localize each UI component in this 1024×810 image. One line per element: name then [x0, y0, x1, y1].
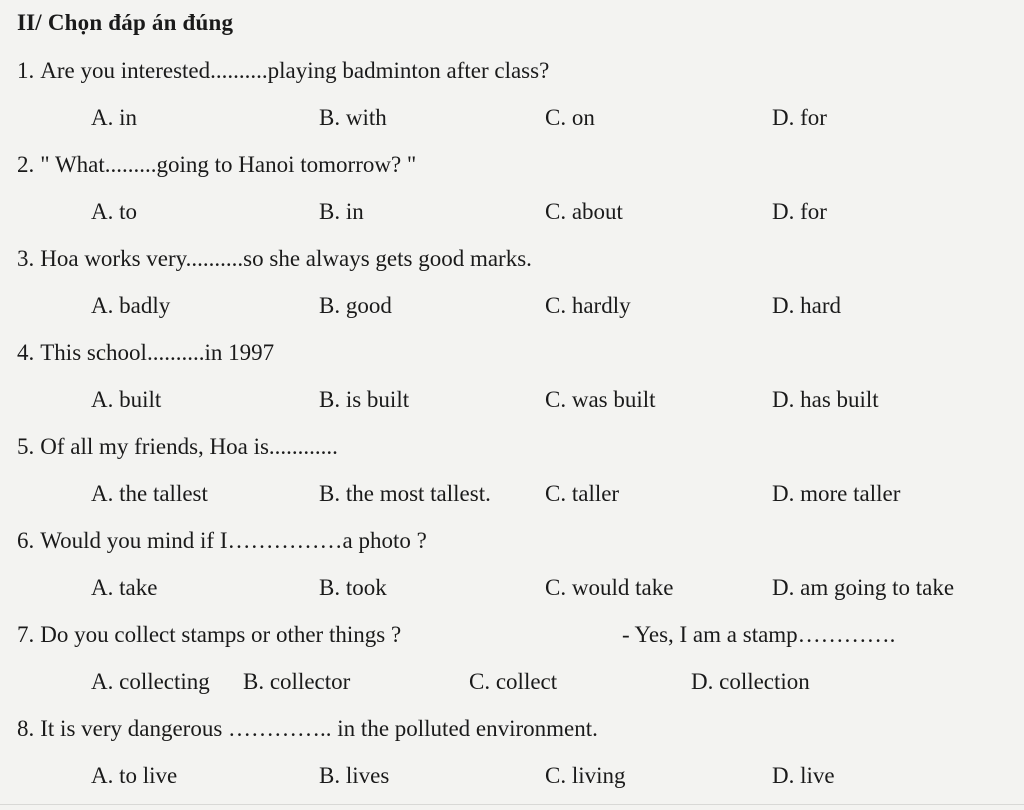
option-d[interactable]: D. live	[772, 763, 835, 788]
option-b[interactable]: B. with	[319, 105, 387, 130]
question-text: This school..........in 1997	[40, 340, 275, 365]
option-d[interactable]: D. has built	[772, 387, 879, 412]
option-c[interactable]: C. was built	[545, 387, 656, 412]
option-a[interactable]: A. in	[91, 105, 137, 130]
option-b[interactable]: B. the most tallest.	[319, 481, 491, 506]
option-b[interactable]: B. in	[319, 199, 364, 224]
question-2	[17, 152, 416, 178]
question-6	[17, 528, 427, 554]
question-text: Would you mind if I……………a photo ?	[40, 528, 427, 553]
option-c[interactable]: C. taller	[545, 481, 620, 506]
question-8	[17, 716, 598, 742]
question-number: 5.	[17, 434, 35, 459]
question-5	[17, 434, 338, 460]
option-a[interactable]: A. collecting	[91, 669, 210, 694]
question-number: 6.	[17, 528, 35, 553]
option-c[interactable]: C. would take	[545, 575, 674, 600]
question-number: 1.	[17, 58, 35, 83]
option-b[interactable]: B. collector	[243, 669, 351, 694]
question-4	[17, 340, 274, 366]
question-number: 8.	[17, 716, 35, 741]
option-b[interactable]: B. lives	[319, 763, 390, 788]
question-text: It is very dangerous ………….. in the polluted environment.	[40, 716, 598, 741]
option-a[interactable]: A. badly	[91, 293, 171, 318]
option-d[interactable]: D. more taller	[772, 481, 901, 506]
option-a[interactable]: A. the tallest	[91, 481, 208, 506]
question-text: Are you interested..........playing badminton after class?	[40, 58, 550, 83]
option-d[interactable]: D. for	[772, 105, 827, 130]
question-text: Of all my friends, Hoa is............	[40, 434, 338, 459]
bottom-divider	[0, 804, 1024, 805]
question-7-response: - Yes, I am a stamp………….	[622, 622, 896, 647]
question-7	[17, 622, 401, 648]
question-number: 7.	[17, 622, 35, 647]
section-title: II/ Chọn đáp án đúng	[17, 10, 234, 35]
question-text: " What.........going to Hanoi tomorrow? "	[40, 152, 417, 177]
option-c[interactable]: C. on	[545, 105, 595, 130]
question-number: 2.	[17, 152, 35, 177]
question-number: 3.	[17, 246, 35, 271]
option-d[interactable]: D. hard	[772, 293, 841, 318]
option-b[interactable]: B. took	[319, 575, 387, 600]
question-text: Hoa works very..........so she always gets good marks.	[40, 246, 532, 271]
question-1	[17, 58, 549, 84]
option-a[interactable]: A. to	[91, 199, 137, 224]
option-a[interactable]: A. take	[91, 575, 158, 600]
option-c[interactable]: C. collect	[469, 669, 558, 694]
option-d[interactable]: D. for	[772, 199, 827, 224]
option-a[interactable]: A. built	[91, 387, 162, 412]
option-d[interactable]: D. collection	[691, 669, 810, 694]
option-d[interactable]: D. am going to take	[772, 575, 955, 600]
question-3	[17, 246, 532, 272]
question-text: Do you collect stamps or other things ?	[40, 622, 402, 647]
question-number: 4.	[17, 340, 35, 365]
option-c[interactable]: C. living	[545, 763, 626, 788]
option-a[interactable]: A. to live	[91, 763, 178, 788]
option-c[interactable]: C. hardly	[545, 293, 631, 318]
option-b[interactable]: B. good	[319, 293, 392, 318]
option-b[interactable]: B. is built	[319, 387, 410, 412]
option-c[interactable]: C. about	[545, 199, 623, 224]
